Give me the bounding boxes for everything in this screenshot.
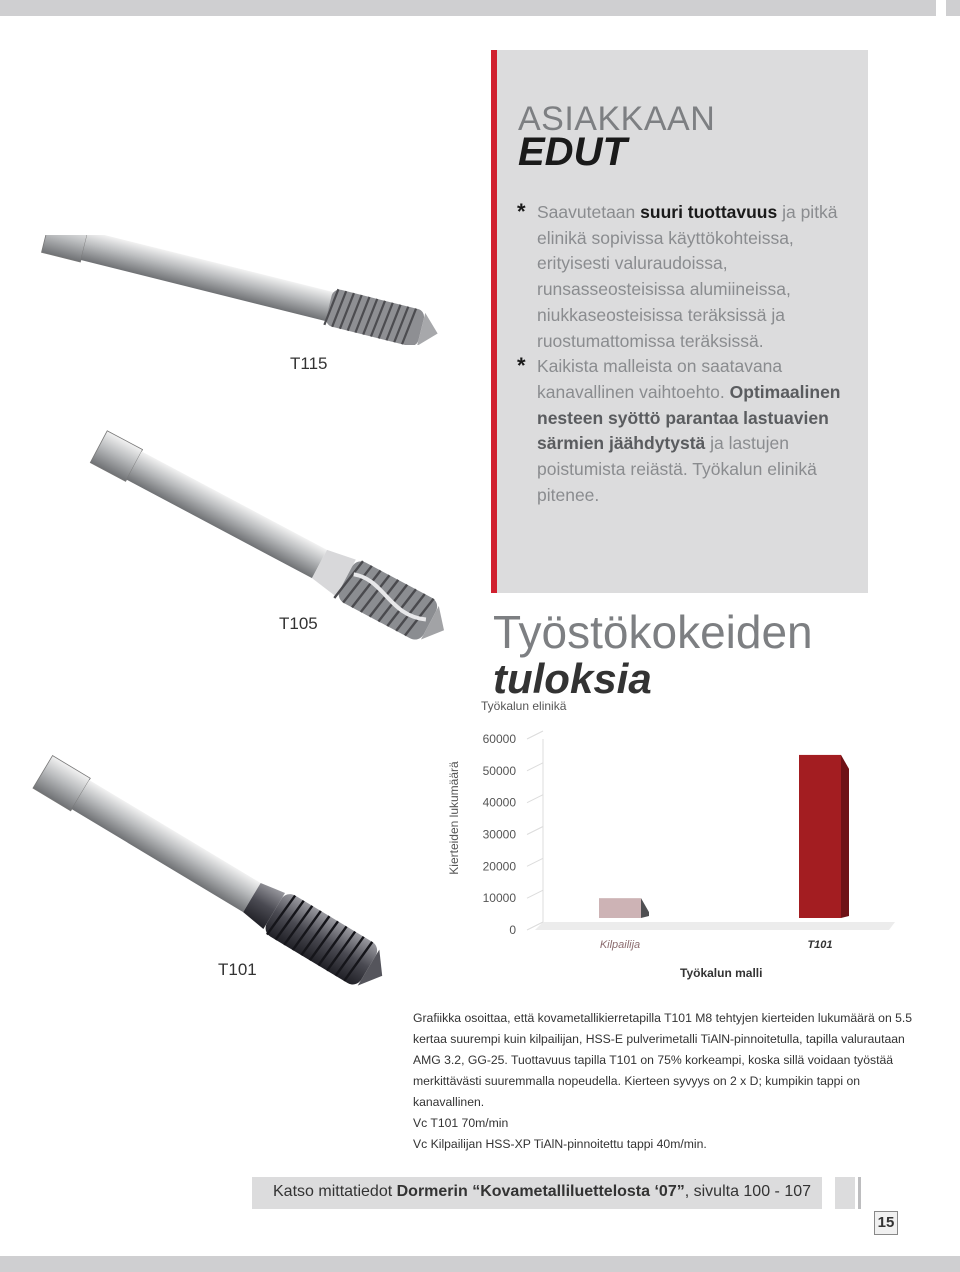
tap-t101-image	[15, 755, 410, 990]
benefit-item	[517, 200, 857, 354]
top-border	[0, 0, 960, 16]
catalog-reference-text: Katso mittatiedot	[273, 1183, 397, 1200]
chart-y-axis-label: Kierteiden lukumäärä	[447, 761, 461, 875]
chart-bar-side	[841, 755, 849, 918]
results-heading-line1: Työstökokeiden	[493, 606, 813, 658]
chart-y-tick-label: 0	[509, 923, 516, 937]
page-number: 15	[874, 1211, 898, 1235]
footer-decor-bar	[858, 1177, 861, 1209]
tap-t105-image	[70, 425, 470, 655]
description-paragraph: Grafiikka osoittaa, että kovametallikierretapilla T101 M8 tehtyjen kierteiden lukumäärä on 5.5 kertaa suurempi kuin kilpailijan, HSS-E pulverimetalli TiAlN-pinnoitetulla, tapilla valurautaan AMG 3.2, GG-25. Tuottavuus tapilla T101 on 75% korkeampi, koska sillä voidaan työstää merkittävästi suuremmalla nopeudella. Kierteen syvyys on 2 x D; kumpikin tappi on kanavallinen.	[413, 1011, 913, 1109]
chart-y-tick-label: 50000	[482, 763, 516, 778]
chart-description	[413, 1008, 913, 1155]
chart-x-tick-label: Kilpailija	[599, 939, 641, 951]
catalog-name: “Kovametalliluettelosta ‘07”	[472, 1183, 685, 1200]
tool-label-t115: T115	[290, 354, 328, 373]
tool-label-t101: T101	[218, 960, 257, 979]
benefits-list	[517, 200, 857, 508]
tool-life-chart	[470, 725, 900, 960]
chart-gridline	[527, 858, 543, 866]
description-line-speed-t101: Vc T101 70m/min	[413, 1116, 509, 1130]
catalog-brand: Dormerin	[396, 1183, 468, 1200]
chart-gridline	[527, 890, 543, 898]
chart-title: Työkalun elinikä	[481, 699, 567, 713]
benefit-text: Kaikista malleista on saatavana kanavallinen vaihtoehto.	[537, 356, 783, 402]
chart-gridline	[527, 731, 543, 739]
results-heading-line2: tuloksia	[493, 655, 652, 702]
catalog-reference	[273, 1183, 811, 1201]
chart-bar-side	[641, 898, 649, 918]
chart-y-tick-label: 20000	[482, 859, 516, 874]
asterisk-bullet: *	[517, 353, 526, 379]
description-line-speed-competitor: Vc Kilpailijan HSS-XP TiAlN-pinnoitettu tappi 40m/min.	[413, 1137, 707, 1151]
benefit-text: ja lastujen poistumista reiästä. Työkalun elinikä pitenee.	[537, 433, 817, 505]
chart-gridline	[527, 763, 543, 771]
chart-y-tick-label: 30000	[482, 827, 516, 842]
chart-bar	[799, 755, 841, 918]
chart-y-tick-label: 10000	[482, 891, 516, 906]
chart-y-tick-label: 60000	[482, 732, 516, 746]
benefits-title-line2: EDUT	[518, 130, 627, 174]
top-border-mark	[936, 0, 946, 16]
chart-y-tick-label: 40000	[482, 795, 516, 810]
benefit-text: Saavutetaan	[537, 202, 641, 222]
chart-gridline	[527, 827, 543, 835]
benefit-text: ja pitkä elinikä sopivissa käyttökohteissa, erityisesti valuraudoissa, runsasseosteisissa alumiineissa, niukkaseosteisissa teräksissä ja ruostumattomissa teräksissä.	[537, 202, 838, 351]
tool-label-t105: T105	[279, 614, 318, 633]
benefits-title-line1: ASIAKKAAN	[518, 100, 716, 138]
benefits-accent-bar	[491, 50, 497, 593]
asterisk-bullet: *	[517, 199, 526, 224]
bottom-border	[0, 1256, 960, 1272]
catalog-pages: , sivulta 100 - 107	[684, 1183, 812, 1200]
benefit-item	[517, 354, 857, 508]
tap-t115-image	[30, 235, 450, 345]
benefit-highlight: Optimaalinen nesteen syöttö parantaa lastuavien särmien jäähdytystä	[537, 381, 841, 454]
benefit-highlight: suuri tuottavuus	[640, 202, 778, 222]
chart-gridline	[527, 795, 543, 803]
chart-bar	[599, 898, 641, 918]
footer-decor-square	[835, 1177, 855, 1209]
chart-floor	[535, 922, 895, 930]
chart-x-tick-label: T101	[807, 939, 833, 951]
chart-x-axis-label: Työkalun malli	[680, 966, 763, 980]
